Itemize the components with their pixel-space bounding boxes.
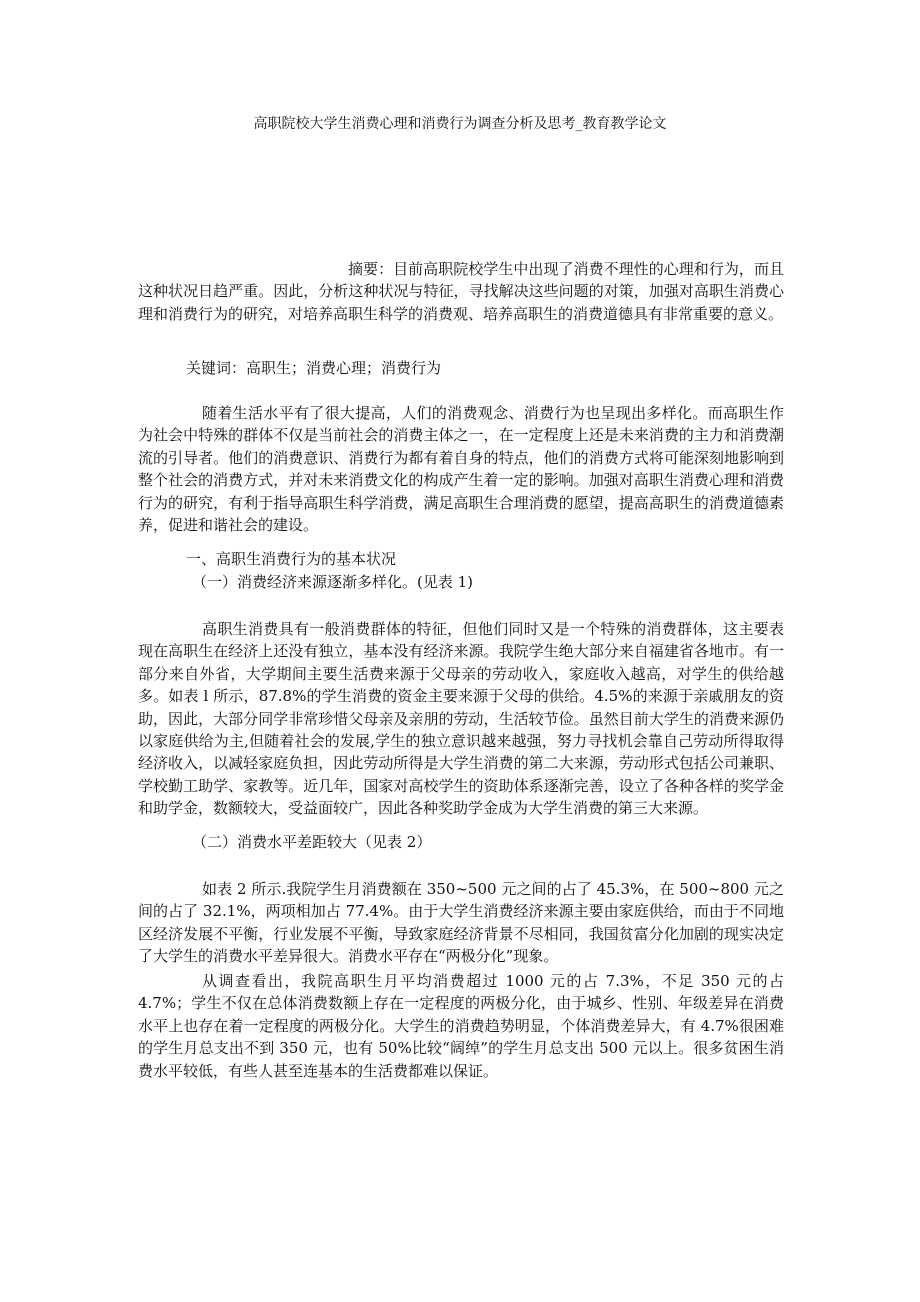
keywords-line: 关键词：高职生；消费心理；消费行为 xyxy=(186,359,442,377)
section-heading-basic-status: 一、高职生消费行为的基本状况 xyxy=(186,550,397,568)
survey-findings-paragraph: 从调查看出，我院高职生月平均消费超过 1000 元的占 7.3%，不足 350 元的占 4.7%；学生不仅在总体消费数额上存在一定程度的两极分化，由于城乡、性别、年级差异在消费水平上也存在着一定程度的两极分化。大学生的消费趋势明显，个体消费差异大，有 4.7%很困难的学生月总支出不到 350 元，也有 50%比较“阔绰”的学生月总支出 500 元以上。很多贫困生消费水平较低，有些人甚至连基本的生活费都难以保证。 xyxy=(138,972,784,1080)
subsection-heading-income-sources: （一）消费经济来源逐渐多样化。(见表 1) xyxy=(192,573,474,591)
intro-paragraph: 随着生活水平有了很大提高，人们的消费观念、消费行为也呈现出多样化。而高职生作为社会中特殊的群体不仅是当前社会的消费主体之一，在一定程度上还是未来消费的主力和消费潮流的引导者。他们的消费意识、消费行为都有着自身的特点，他们的消费方式将可能深刻地影响到整个社会的消费方式，并对未来消费文化的构成产生着一定的影响。加强对高职生消费心理和消费行为的研究，有利于指导高职生科学消费，满足高职生合理消费的愿望，提高高职生的消费道德素养，促进和谐社会的建设。 xyxy=(138,404,784,535)
income-sources-paragraph: 高职生消费具有一般消费群体的特征，但他们同时又是一个特殊的消费群体，这主要表现在高职生在经济上还没有独立，基本没有经济来源。我院学生绝大部分来自福建省各地市。有一部分来自外省，大学期间主要生活费来源于父母亲的劳动收入，家庭收入越高，对学生的供给越多。如表 l 所示，87.8%的学生消费的资金主要来源于父母的供给。4.5%的来源于亲戚朋友的资助，因此，大部分同学非常珍惜父母亲及亲朋的劳动，生活较节俭。虽然目前大学生的消费来源仍以家庭供给为主,但随着社会的发展,学生的独立意识越来越强，努力寻找机会靠自己劳动所得取得经济收入，以减轻家庭负担，因此劳动所得是大学生消费的第二大来源，劳动形式包括公司兼职、学校勤工助学、家教等。近几年，国家对高校学生的资助体系逐渐完善，设立了各种各样的奖学金和助学金，数额较大，受益面较广，因此各种奖助学金成为大学生消费的第三大来源。 xyxy=(138,620,784,818)
consumption-gap-paragraph: 如表 2 所示.我院学生月消费额在 350~500 元之间的占了 45.3%，在 500~800 元之间的占了 32.1%，两项相加占 77.4%。由于大学生消费经济来源主要由家庭供给，而由于不同地区经济发展不平衡，行业发展不平衡，导致家庭经济背景不尽相同，我国贫富分化加剧的现实决定了大学生的消费水平差异很大。消费水平存在“两极分化”现象。 xyxy=(138,880,784,966)
document-title: 高职院校大学生消费心理和消费行为调查分析及思考_教育教学论文 xyxy=(253,116,667,132)
subsection-heading-consumption-gap: （二）消费水平差距较大（见表 2） xyxy=(192,833,432,851)
abstract-paragraph: 摘要：目前高职院校学生中出现了消费不理性的心理和行为，而且这种状况日趋严重。因此，分析这种状况与特征，寻找解决这些问题的对策，加强对高职生消费心理和消费行为的研究，对培养高职生科学的消费观、培养高职生的消费道德具有非常重要的意义。 xyxy=(138,260,784,323)
